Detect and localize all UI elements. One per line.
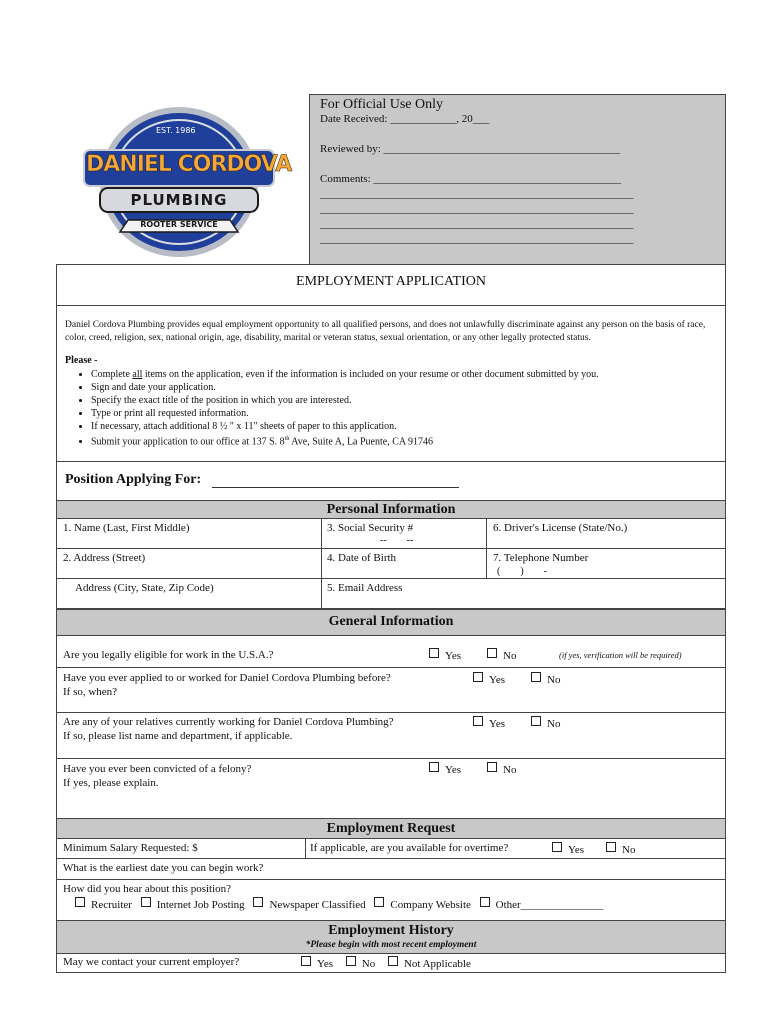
title-box [56,264,726,306]
phone-cell[interactable] [486,548,726,579]
logo-est: EST. 1986 [156,126,196,135]
comment-line[interactable]: _________________________________________________________ [320,233,634,245]
checkbox-icon[interactable] [487,762,497,772]
company-logo [76,104,292,260]
checkbox-icon[interactable] [531,672,541,682]
checkbox-icon[interactable] [301,956,311,966]
instruction-item: • Submit your application to our office at 137 S. 8th Ave, Suite A, La Puente, CA 91746 [91,433,599,448]
general-header-bar [56,609,726,636]
checkbox-icon[interactable] [606,842,616,852]
email-label: 5. Email Address [327,582,403,594]
history-header-bar [56,920,726,954]
city-label: Address (City, State, Zip Code) [75,582,214,594]
checkbox-icon[interactable] [346,956,356,966]
logo-ribbon: ROOTER SERVICE [140,220,218,229]
city-cell[interactable] [56,578,322,609]
salary-cell[interactable] [56,838,306,859]
option-recruiter[interactable]: Recruiter [75,899,132,911]
checkbox-icon[interactable] [141,897,151,907]
question-row [56,758,726,819]
contact-employer-question: May we contact your current employer? [63,956,240,968]
contact-yes[interactable]: Yes [301,958,333,970]
instruction-item: • Sign and date your application. [91,381,599,394]
eeo-statement: Daniel Cordova Plumbing provides equal employment opportunity to all qualified persons, and does not unlawfully discriminate against any person on the basis of race, color, creed, religion, sex, national origin, age, disability, marital or veteran status, sexual orientation, or any other legally protected status. [65,320,706,343]
referral-options [75,897,603,911]
date-received-field[interactable]: Date Received: ____________, 20___ [320,113,490,125]
official-use-title: For Official Use Only [320,97,443,112]
eligibility-no[interactable]: No [487,648,516,662]
checkbox-icon[interactable] [75,897,85,907]
license-cell[interactable] [486,518,726,549]
please-label: Please - [65,355,98,366]
ssn-cell[interactable] [321,518,487,549]
logo-plumbing: PLUMBING [130,191,228,209]
checkbox-icon[interactable] [429,648,439,658]
instruction-item: • Type or print all requested information. [91,407,599,420]
name-label: 1. Name (Last, First Middle) [63,522,190,534]
general-header: General Information [328,614,454,629]
felony-yes[interactable]: Yes [429,762,461,776]
request-header: Employment Request [326,821,456,836]
felony-explain: If yes, please explain. [63,777,159,789]
overtime-no[interactable]: No [606,842,635,856]
address-label: 2. Address (Street) [63,552,146,564]
relatives-no[interactable]: No [531,716,560,730]
checkbox-icon[interactable] [552,842,562,852]
instruction-item: • Complete all items on the application, even if the information is included on your resume or other document submitted by you. [91,368,599,381]
relatives-detail: If so, please list name and department, if applicable. [63,730,293,742]
official-use-box [309,94,726,265]
contact-no[interactable]: No [346,958,375,970]
checkbox-icon[interactable] [388,956,398,966]
checkbox-icon[interactable] [429,762,439,772]
history-subheader: *Please begin with most recent employment [305,940,477,950]
option-internet[interactable]: Internet Job Posting [141,899,245,911]
phone-format: ( ) - [497,566,547,577]
applied-before-yes[interactable]: Yes [473,672,505,686]
request-header-bar [56,818,726,839]
overtime-yes[interactable]: Yes [552,842,584,856]
position-box [56,461,726,501]
instruction-list [57,368,599,448]
question-row [56,635,726,668]
question-row [56,667,726,713]
applied-before-question: Have you ever applied to or worked for Daniel Cordova Plumbing before? [63,672,391,684]
checkbox-icon[interactable] [473,716,483,726]
relatives-yes[interactable]: Yes [473,716,505,730]
name-cell[interactable] [56,518,322,549]
checkbox-icon[interactable] [374,897,384,907]
checkbox-icon[interactable] [487,648,497,658]
checkbox-icon[interactable] [531,716,541,726]
position-input[interactable] [212,487,459,488]
reviewed-by-field[interactable]: Reviewed by: ___________________________________________ [320,143,621,155]
dob-cell[interactable] [321,548,487,579]
start-date-row[interactable] [56,858,726,880]
applied-before-no[interactable]: No [531,672,560,686]
option-newspaper[interactable]: Newspaper Classified [253,899,365,911]
option-website[interactable]: Company Website [374,899,471,911]
overtime-label: If applicable, are you available for overtime? [310,842,509,854]
eligibility-note: (if yes, verification will be required) [559,650,682,660]
comments-field[interactable]: Comments: _____________________________________________ [320,173,621,185]
logo-name: DANIEL CORDOVA [86,152,292,177]
license-label: 6. Driver's License (State/No.) [493,522,628,534]
start-date-label: What is the earliest date you can begin work? [63,862,264,874]
email-cell[interactable] [321,578,726,609]
comment-line[interactable]: _________________________________________________________ [320,188,634,200]
instruction-item: • Specify the exact title of the position in which you are interested. [91,394,599,407]
personal-header-bar [56,500,726,519]
applied-before-when: If so, when? [63,686,118,698]
phone-label: 7. Telephone Number [493,552,589,564]
salary-label: Minimum Salary Requested: $ [63,842,198,854]
question-row [56,712,726,759]
overtime-cell [305,838,726,859]
contact-options [301,956,471,970]
personal-header: Personal Information [326,502,456,517]
comment-line[interactable]: _________________________________________________________ [320,203,634,215]
instructions-box [56,305,726,462]
ssn-format: -- -- [380,535,414,546]
referral-row [56,879,726,921]
instruction-item: • If necessary, attach additional 8 ½ " x 11" sheets of paper to this application. [91,420,599,433]
contact-employer-row [56,953,726,973]
checkbox-icon[interactable] [480,897,490,907]
felony-question: Have you ever been convicted of a felony? [63,763,252,775]
eligibility-yes[interactable]: Yes [429,648,461,662]
address-cell[interactable] [56,548,322,579]
checkbox-icon[interactable] [253,897,263,907]
page-title: EMPLOYMENT APPLICATION [296,274,486,289]
position-label: Position Applying For: [65,472,202,487]
relatives-question: Are any of your relatives currently working for Daniel Cordova Plumbing? [63,716,394,728]
comment-line[interactable]: _________________________________________________________ [320,218,634,230]
referral-question: How did you hear about this position? [63,883,232,895]
option-other[interactable]: Other_______________ [480,899,604,911]
checkbox-icon[interactable] [473,672,483,682]
dob-label: 4. Date of Birth [327,552,397,564]
contact-na[interactable]: Not Applicable [388,958,471,970]
ssn-label: 3. Social Security # [327,522,414,534]
eligibility-question: Are you legally eligible for work in the U.S.A.? [63,649,274,661]
felony-no[interactable]: No [487,762,516,776]
history-header: Employment History [328,923,454,938]
